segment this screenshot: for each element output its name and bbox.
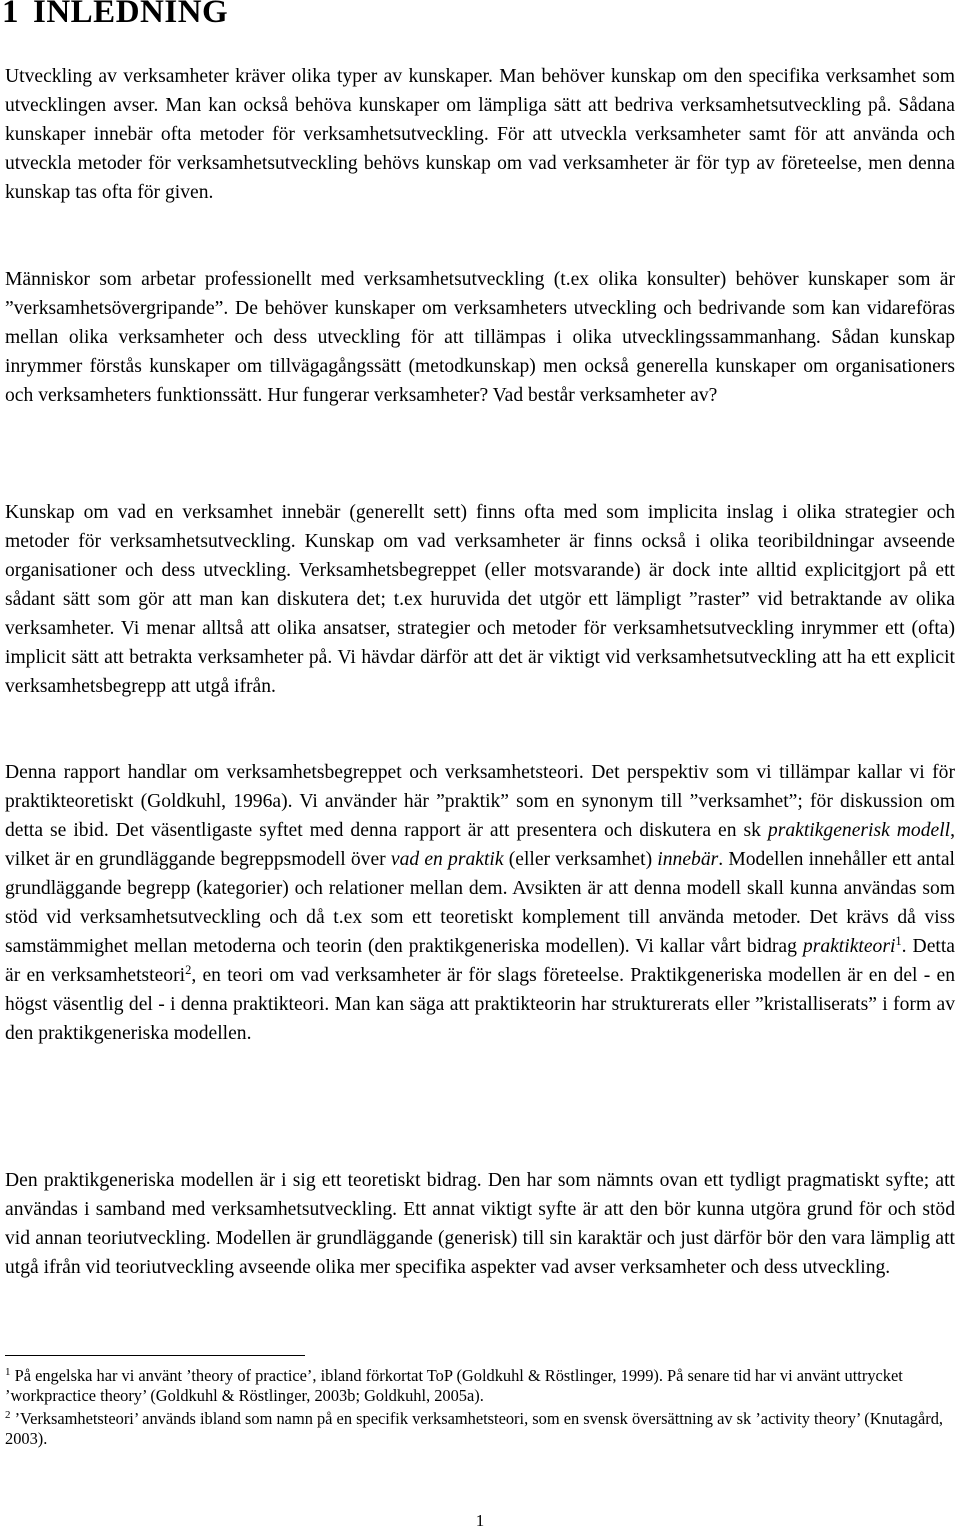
chapter-heading [2, 0, 228, 31]
footnote-1 [5, 1366, 955, 1407]
footnote-ref-2[interactable]: 2 [185, 963, 192, 977]
chapter-title: INLEDNING [33, 0, 229, 30]
paragraph-2: Människor som arbetar professionellt med verksamhetsutveckling (t.ex olika konsulter) behöver kunskaper som är ”verksamhetsövergripande”. De behöver kunskaper om verksamheters utveckling och bedrivande som kan vidareföras mellan olika verksamheter och dess utveckling för att tillämpas i olika utvecklingssammanhang. Sådan kunskap inrymmer förstås kunskaper om tillvägagångssätt (metodkunskap) men också generella kunskaper om organisationers och verksamheters funktionssätt. Hur fungerar verksamheter? Vad består verksamheter av? [5, 269, 955, 406]
footnote-marker: 1 [5, 1366, 11, 1378]
footnotes [5, 1366, 955, 1452]
paragraph-1: Utveckling av verksamheter kräver olika typer av kunskaper. Man behöver kunskap om den specifika verksamhet som utvecklingen avser. Man kan också behöva kunskaper om lämpliga sätt att bedriva verksamhetsutveckling på. Sådana kunskaper innebär ofta metoder för verksamhetsutveckling. För att utveckla verksamheter samt för att använda och utveckla metoder för verksamhetsutveckling behövs kunskap om vad verksamheter är för typ av företeelse, men denna kunskap tas ofta för given. [5, 66, 955, 203]
footnote-2 [5, 1409, 955, 1450]
footnote-marker: 2 [5, 1408, 11, 1421]
page-number: 1 [475, 1511, 485, 1530]
emphasis-praktikteori: praktikteori [802, 936, 896, 957]
emphasis-innebar: innebär [657, 849, 719, 870]
footnote-text: ’Verksamhetsteori’ används ibland som namn på en specifik verksamhetsteori, som en svensk översättning av sk ’activity theory’ (Knutagård, 2003). [5, 1408, 943, 1449]
emphasis-vad-en-praktik: vad en praktik [390, 849, 504, 870]
emphasis-praktikgenerisk-modell: praktikgenerisk modell [767, 820, 951, 841]
footnote-divider [5, 1355, 305, 1356]
footnote-text: På engelska har vi använt ’theory of practice’, ibland förkortat ToP (Goldkuhl & Röstlinger, 1999). På senare tid har vi använt uttrycket ’workpractice theory’ (Goldkuhl & Röstlinger, 2003b; Goldkuhl, 2005a). [5, 1366, 903, 1406]
footnote-ref-1[interactable]: 1 [895, 934, 902, 948]
paragraph-5: Den praktikgeneriska modellen är i sig ett teoretiskt bidrag. Den har som nämnts ovan ett tydligt pragmatiskt syfte; att användas i samband med verksamhetsutveckling. Ett annat viktigt syfte är att den bör kunna utgöra grund för och stöd vid annan teoriutveckling. Modellen är grundläggande (generisk) till sin karaktär och just därför bör den vara lämplig att utgå ifrån vid teoriutveckling avseende olika mer specifika aspekter vad avser verksamheter och dess utveckling. [5, 1170, 955, 1278]
paragraph-3: Kunskap om vad en verksamhet innebär (generellt sett) finns ofta med som implicita inslag i olika strategier och metoder för verksamhetsutveckling. Kunskap om vad verksamheter är finns också i olika teoribildningar avseende organisationer och dess utveckling. Verksamhetsbegreppet (eller motsvarande) är dock inte alltid explicitgjort på ett sådant sätt som gör att man kan diskutera det; t.ex huruvida det utgör ett lämpligt ”raster” vid betraktande av olika verksamheter. Vi menar alltså att olika ansatser, strategier och metoder för verksamhetsutveckling inrymmer ett (ofta) implicit sätt att betrakta verksamheter på. Vi hävdar därför att det är viktigt vid verksamhetsutveckling att ha ett explicit verksamhetsbegrepp att utgå ifrån. [5, 502, 955, 697]
chapter-number: 1 [2, 0, 19, 30]
paragraph-4: Denna rapport handlar om verksamhetsbegreppet och verksamhetsteori. Det perspektiv som vi tillämpar kallar vi för praktikteoretiskt (Goldkuhl, 1996a). Vi använder här ”praktik” som en synonym till ”verksamhet”; för diskussion om detta se ibid. Det väsentligaste syftet med denna rapport är att presentera och diskutera en sk praktikgenerisk modell, vilket är en grundläggande begreppsmodell över vad en praktik (eller verksamhet) innebär. Modellen innehåller ett antal grundläggande begrepp (kategorier) och relationer mellan dem. Avsikten är att denna modell skall kunna användas som stöd vid verksamhetsutveckling och då t.ex som ett teoretiskt komplement till använda metoder. Det krävs då viss samstämmighet mellan metoderna och teorin (den praktikgeneriska modellen). Vi kallar vårt bidrag praktikteori$^1$. Detta är en verksamhetsteori$^2$, en teori om vad verksamheter är för slags företeelse. Praktikgeneriska modellen är en del - en högst väsentlig del - i denna praktikteori. Man kan säga att praktikteorin har strukturerats eller ”kristalliserats” i form av den praktikgeneriska modellen. [5, 762, 955, 1044]
